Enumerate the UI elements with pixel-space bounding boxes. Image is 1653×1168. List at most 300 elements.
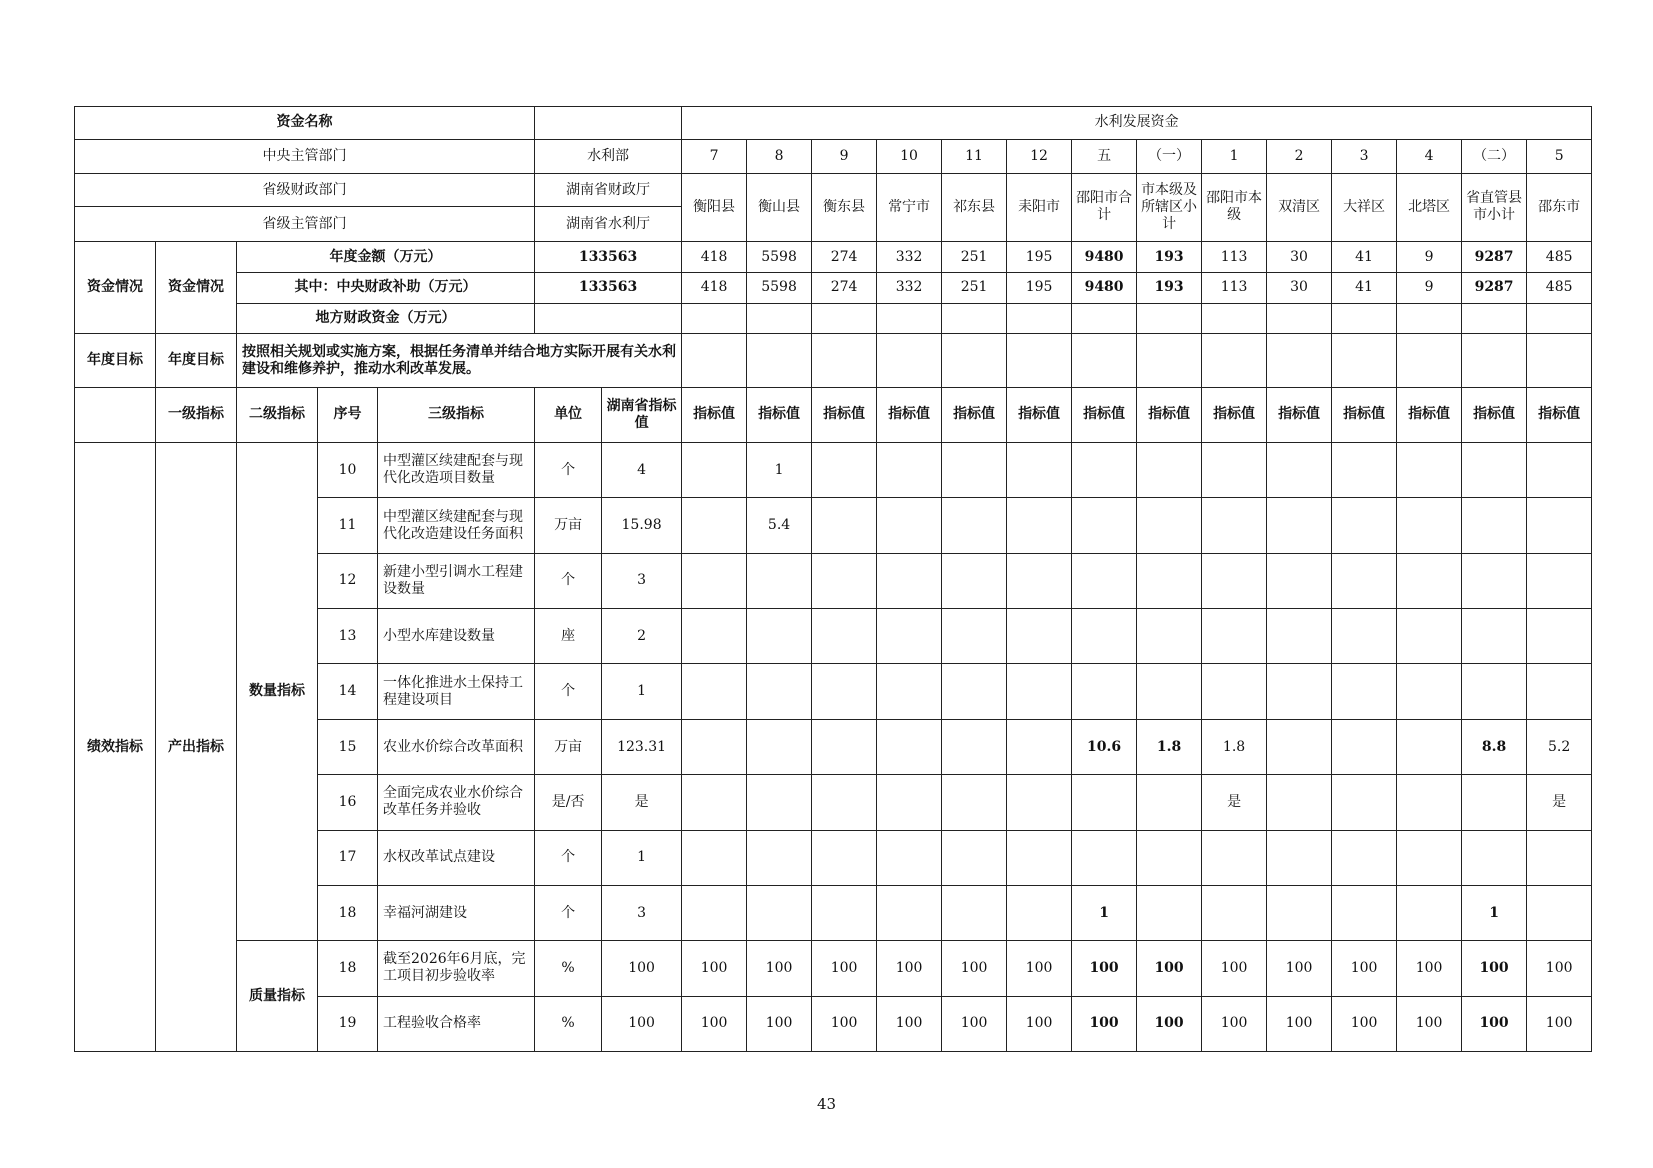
indicator-value: [1202, 664, 1267, 719]
indicator-seq: 11: [318, 498, 378, 553]
indicator-value: [877, 719, 942, 774]
indicator-value: [1202, 609, 1267, 664]
local-funds-value: [1202, 303, 1267, 334]
indicator-unit: 个: [535, 553, 602, 608]
indicator-value: [1202, 498, 1267, 553]
indicator-value: [1527, 830, 1592, 885]
indicator-unit: 个: [535, 885, 602, 940]
indicator-value: [747, 719, 812, 774]
indicator-value: 100: [1397, 941, 1462, 996]
annual-amount-value: 9287: [1462, 242, 1527, 273]
indicator-value: [1397, 830, 1462, 885]
indicator-value: [1267, 830, 1332, 885]
indicator-value: [1137, 775, 1202, 830]
indicator-value: [682, 664, 747, 719]
value-header: 指标值: [682, 387, 747, 442]
indicator-seq: 18: [318, 941, 378, 996]
indicator-value: [1527, 443, 1592, 498]
indicator-value: [1397, 775, 1462, 830]
indicator-value: [1267, 719, 1332, 774]
goal-cell: [1072, 334, 1137, 387]
indicator-value: [877, 885, 942, 940]
annual-amount-value: 418: [682, 242, 747, 273]
indicator-value: 100: [1527, 941, 1592, 996]
column-name: 常宁市: [877, 173, 942, 242]
indicator-value: [1527, 664, 1592, 719]
central-subsidy-value: 485: [1527, 273, 1592, 304]
value-header: 指标值: [1267, 387, 1332, 442]
indicator-value: [1397, 498, 1462, 553]
indicator-name: 农业水价综合改革面积: [378, 719, 535, 774]
value-header: 指标值: [1527, 387, 1592, 442]
indicator-value: 100: [1527, 996, 1592, 1051]
indicator-value: 1: [1462, 885, 1527, 940]
unit-header: 单位: [535, 387, 602, 442]
annual-amount-value: 5598: [747, 242, 812, 273]
indicator-value: [942, 498, 1007, 553]
indicator-unit: %: [535, 996, 602, 1051]
indicator-value: [682, 609, 747, 664]
indicator-value: [682, 830, 747, 885]
indicator-value: 100: [682, 996, 747, 1051]
indicator-value: [682, 498, 747, 553]
central-subsidy-value: 193: [1137, 273, 1202, 304]
column-name: 大祥区: [1332, 173, 1397, 242]
indicator-value: [1462, 775, 1527, 830]
indicator-value: [812, 775, 877, 830]
goal-cell: [877, 334, 942, 387]
indicator-unit: 万亩: [535, 498, 602, 553]
indicator-value: [1397, 664, 1462, 719]
indicator-value: [1332, 443, 1397, 498]
indicator-value: [1527, 553, 1592, 608]
indicator-value: [1007, 885, 1072, 940]
indicator-province-value: 1: [602, 664, 682, 719]
value-header: 指标值: [1397, 387, 1462, 442]
value-header: 指标值: [1007, 387, 1072, 442]
annual-amount-value: 9: [1397, 242, 1462, 273]
performance-group-label: 绩效指标: [75, 443, 156, 1052]
indicator-seq: 10: [318, 443, 378, 498]
central-subsidy-value: 274: [812, 273, 877, 304]
indicator-value: [1137, 885, 1202, 940]
goal-cell: [812, 334, 877, 387]
annual-amount-value: 9480: [1072, 242, 1137, 273]
column-number: （一）: [1137, 139, 1202, 173]
column-number: 12: [1007, 139, 1072, 173]
indicator-value: [942, 775, 1007, 830]
indicator-value: [1007, 664, 1072, 719]
indicator-value: [1072, 830, 1137, 885]
local-funds-value: [1267, 303, 1332, 334]
indicator-value: [1332, 498, 1397, 553]
local-funds-value: [747, 303, 812, 334]
value-header: 指标值: [942, 387, 1007, 442]
indicator-value: 1: [1072, 885, 1137, 940]
indicator-value: [877, 553, 942, 608]
goal-cell: [747, 334, 812, 387]
indicator-name: 幸福河湖建设: [378, 885, 535, 940]
column-name: 省直管县市小计: [1462, 173, 1527, 242]
indicator-table: [74, 106, 1592, 1052]
indicator-value: [812, 885, 877, 940]
column-number: 3: [1332, 139, 1397, 173]
goal-cell: [1332, 334, 1397, 387]
central-dept-label: 中央主管部门: [75, 139, 535, 173]
fund-name-label: 资金名称: [75, 107, 535, 140]
indicator-value: [1202, 553, 1267, 608]
indicator-value: [877, 830, 942, 885]
indicator-seq: 16: [318, 775, 378, 830]
indicator-value: 100: [877, 941, 942, 996]
indicator-value: [747, 664, 812, 719]
indicator-value: [1007, 719, 1072, 774]
column-name: 邵阳市本级: [1202, 173, 1267, 242]
indicator-name: 一体化推进水土保持工程建设项目: [378, 664, 535, 719]
goal-cell: [1267, 334, 1332, 387]
indicator-value: 100: [747, 941, 812, 996]
indicator-value: [942, 443, 1007, 498]
output-indicator-label: 产出指标: [156, 443, 237, 1052]
indicator-value: [1072, 553, 1137, 608]
central-dept-value: 水利部: [535, 139, 682, 173]
central-subsidy-value: 332: [877, 273, 942, 304]
indicator-value: [1072, 609, 1137, 664]
funds-sub-label: 资金情况: [156, 242, 237, 334]
seq-header: 序号: [318, 387, 378, 442]
indicator-value: [1462, 553, 1527, 608]
blank-cell: [535, 107, 682, 140]
column-number: 10: [877, 139, 942, 173]
annual-amount-value: 195: [1007, 242, 1072, 273]
indicator-unit: 座: [535, 609, 602, 664]
local-funds-value: [877, 303, 942, 334]
local-funds-value: [1137, 303, 1202, 334]
indicator-value: [1267, 664, 1332, 719]
goal-cell: [942, 334, 1007, 387]
indicator-value: [1462, 498, 1527, 553]
indicator-value: [877, 498, 942, 553]
column-number: （二）: [1462, 139, 1527, 173]
indicator-value: [747, 775, 812, 830]
local-funds-value: [1462, 303, 1527, 334]
indicator-value: 100: [942, 941, 1007, 996]
indicator-value: [1137, 553, 1202, 608]
indicator-value: [1072, 443, 1137, 498]
performance-target-table: [74, 106, 1591, 1052]
indicator-value: [1007, 775, 1072, 830]
indicator-value: 100: [1007, 941, 1072, 996]
annual-amount-value: 251: [942, 242, 1007, 273]
indicator-value: 是: [1202, 775, 1267, 830]
local-funds-value: [1072, 303, 1137, 334]
central-subsidy-label: 其中：中央财政补助（万元）: [237, 273, 535, 304]
column-name: 邵阳市合计: [1072, 173, 1137, 242]
indicator-value: [877, 609, 942, 664]
annual-amount-label: 年度金额（万元）: [237, 242, 535, 273]
indicator-value: 1: [747, 443, 812, 498]
indicator-value: [877, 664, 942, 719]
indicator-value: [1267, 609, 1332, 664]
indicator-value: 100: [1267, 941, 1332, 996]
column-number: 7: [682, 139, 747, 173]
blank-cell: [75, 387, 156, 442]
indicator-name: 中型灌区续建配套与现代化改造建设任务面积: [378, 498, 535, 553]
prov-finance-label: 省级财政部门: [75, 173, 535, 207]
indicator-province-value: 3: [602, 885, 682, 940]
column-name: 北塔区: [1397, 173, 1462, 242]
indicator-value: [1527, 609, 1592, 664]
goal-cell: [1137, 334, 1202, 387]
indicator-value: 100: [1072, 941, 1137, 996]
annual-amount-value: 41: [1332, 242, 1397, 273]
indicator-seq: 12: [318, 553, 378, 608]
indicator-value: [682, 719, 747, 774]
indicator-value: 100: [1202, 941, 1267, 996]
indicator-value: 100: [812, 996, 877, 1051]
value-header: 指标值: [1137, 387, 1202, 442]
indicator-value: 100: [1397, 996, 1462, 1051]
indicator-seq: 15: [318, 719, 378, 774]
indicator-value: [1267, 775, 1332, 830]
indicator-value: [747, 885, 812, 940]
indicator-value: [812, 553, 877, 608]
column-name: 市本级及所辖区小计: [1137, 173, 1202, 242]
indicator-value: [1332, 664, 1397, 719]
indicator-unit: %: [535, 941, 602, 996]
indicator-value: [1332, 553, 1397, 608]
indicator-value: [1462, 609, 1527, 664]
indicator-value: 1.8: [1202, 719, 1267, 774]
indicator-name: 水权改革试点建设: [378, 830, 535, 885]
indicator-unit: 个: [535, 443, 602, 498]
goal-cell: [1397, 334, 1462, 387]
indicator-value: [812, 443, 877, 498]
indicator-value: 1.8: [1137, 719, 1202, 774]
indicator-value: [747, 609, 812, 664]
indicator-value: [1527, 498, 1592, 553]
annual-amount-value: 332: [877, 242, 942, 273]
central-subsidy-value: 418: [682, 273, 747, 304]
central-subsidy-value: 9287: [1462, 273, 1527, 304]
central-subsidy-value: 9: [1397, 273, 1462, 304]
indicator-value: 100: [1072, 996, 1137, 1051]
local-funds-value: [942, 303, 1007, 334]
column-number: 11: [942, 139, 1007, 173]
local-funds-value: [1332, 303, 1397, 334]
indicator-value: [1007, 609, 1072, 664]
indicator-value: [1202, 885, 1267, 940]
indicator-value: [942, 719, 1007, 774]
central-subsidy-value: 30: [1267, 273, 1332, 304]
indicator-province-value: 3: [602, 553, 682, 608]
quantity-indicator-label: 数量指标: [237, 443, 318, 941]
fund-name-value: 水利发展资金: [682, 107, 1592, 140]
indicator-value: [1267, 498, 1332, 553]
prov-finance-value: 湖南省财政厅: [535, 173, 682, 207]
indicator-value: [877, 443, 942, 498]
indicator-value: [1267, 553, 1332, 608]
indicator-seq: 17: [318, 830, 378, 885]
central-subsidy-value: 41: [1332, 273, 1397, 304]
column-number: 1: [1202, 139, 1267, 173]
indicator-seq: 13: [318, 609, 378, 664]
indicator-seq: 18: [318, 885, 378, 940]
indicator-value: 100: [877, 996, 942, 1051]
indicator-value: [877, 775, 942, 830]
central-subsidy-value: 5598: [747, 273, 812, 304]
goal-group-label: 年度目标: [75, 334, 156, 387]
annual-amount-value: 274: [812, 242, 877, 273]
quality-indicator-label: 质量指标: [237, 941, 318, 1052]
indicator-value: 100: [1007, 996, 1072, 1051]
indicator-value: [942, 664, 1007, 719]
indicator-value: [812, 719, 877, 774]
indicator-value: [812, 609, 877, 664]
central-subsidy-total: 133563: [535, 273, 682, 304]
indicator-value: 100: [682, 941, 747, 996]
page-number: 43: [816, 1095, 837, 1113]
indicator-value: 100: [1137, 941, 1202, 996]
indicator-value: [1397, 885, 1462, 940]
column-name: 双清区: [1267, 173, 1332, 242]
indicator-value: [1397, 553, 1462, 608]
level3-header: 三级指标: [378, 387, 535, 442]
indicator-value: 100: [942, 996, 1007, 1051]
indicator-province-value: 100: [602, 996, 682, 1051]
goal-text: 按照相关规划或实施方案，根据任务清单并结合地方实际开展有关水利建设和维修养护，推动水利改革发展。: [237, 334, 682, 387]
indicator-value: [1397, 609, 1462, 664]
indicator-value: 5.4: [747, 498, 812, 553]
central-subsidy-value: 9480: [1072, 273, 1137, 304]
column-name: 祁东县: [942, 173, 1007, 242]
local-funds-label: 地方财政资金（万元）: [237, 303, 535, 334]
funds-group-label: 资金情况: [75, 242, 156, 334]
indicator-value: [747, 553, 812, 608]
central-subsidy-value: 195: [1007, 273, 1072, 304]
indicator-value: [1007, 553, 1072, 608]
indicator-value: [812, 664, 877, 719]
indicator-value: [1332, 719, 1397, 774]
indicator-value: [1072, 775, 1137, 830]
central-subsidy-value: 113: [1202, 273, 1267, 304]
annual-amount-value: 30: [1267, 242, 1332, 273]
indicator-value: 8.8: [1462, 719, 1527, 774]
indicator-value: [1137, 443, 1202, 498]
indicator-value: [1007, 443, 1072, 498]
indicator-value: [1462, 664, 1527, 719]
column-name: 邵东市: [1527, 173, 1592, 242]
value-header: 指标值: [1072, 387, 1137, 442]
indicator-value: 100: [1202, 996, 1267, 1051]
annual-amount-value: 193: [1137, 242, 1202, 273]
column-number: 8: [747, 139, 812, 173]
indicator-value: [1527, 885, 1592, 940]
indicator-name: 中型灌区续建配套与现代化改造项目数量: [378, 443, 535, 498]
indicator-name: 新建小型引调水工程建设数量: [378, 553, 535, 608]
value-header: 指标值: [812, 387, 877, 442]
value-header: 指标值: [1462, 387, 1527, 442]
indicator-name: 工程验收合格率: [378, 996, 535, 1051]
goal-cell: [1462, 334, 1527, 387]
indicator-name: 小型水库建设数量: [378, 609, 535, 664]
indicator-unit: 万亩: [535, 719, 602, 774]
indicator-province-value: 2: [602, 609, 682, 664]
indicator-value: [1202, 830, 1267, 885]
column-number: 9: [812, 139, 877, 173]
column-number: 5: [1527, 139, 1592, 173]
indicator-value: 100: [747, 996, 812, 1051]
goal-cell: [1202, 334, 1267, 387]
indicator-value: [942, 609, 1007, 664]
local-funds-value: [1397, 303, 1462, 334]
indicator-province-value: 4: [602, 443, 682, 498]
indicator-value: [1007, 830, 1072, 885]
local-funds-value: [1007, 303, 1072, 334]
indicator-province-value: 是: [602, 775, 682, 830]
indicator-value: [682, 885, 747, 940]
indicator-value: [1072, 498, 1137, 553]
prov-dept-value: 湖南省水利厅: [535, 207, 682, 242]
indicator-province-value: 1: [602, 830, 682, 885]
indicator-value: [812, 498, 877, 553]
indicator-value: [942, 553, 1007, 608]
indicator-value: [1397, 443, 1462, 498]
goal-sub-label: 年度目标: [156, 334, 237, 387]
column-name: 衡山县: [747, 173, 812, 242]
column-number: 4: [1397, 139, 1462, 173]
indicator-unit: 是/否: [535, 775, 602, 830]
indicator-value: [1267, 443, 1332, 498]
indicator-value: 5.2: [1527, 719, 1592, 774]
goal-cell: [1527, 334, 1592, 387]
indicator-value: [1332, 775, 1397, 830]
indicator-value: [1332, 609, 1397, 664]
column-number: 2: [1267, 139, 1332, 173]
indicator-name: 截至2026年6月底，完工项目初步验收率: [378, 941, 535, 996]
indicator-value: [942, 830, 1007, 885]
level2-header: 二级指标: [237, 387, 318, 442]
local-funds-value: [812, 303, 877, 334]
column-number: 五: [1072, 139, 1137, 173]
column-name: 衡东县: [812, 173, 877, 242]
indicator-value: [1137, 498, 1202, 553]
indicator-value: [1137, 609, 1202, 664]
local-funds-total: [535, 303, 682, 334]
indicator-value: [1332, 885, 1397, 940]
goal-cell: [682, 334, 747, 387]
indicator-value: 是: [1527, 775, 1592, 830]
indicator-value: [1462, 830, 1527, 885]
indicator-value: [1397, 719, 1462, 774]
indicator-value: [1007, 498, 1072, 553]
value-header: 指标值: [1332, 387, 1397, 442]
indicator-value: [747, 830, 812, 885]
indicator-value: 100: [1332, 996, 1397, 1051]
indicator-value: [1267, 885, 1332, 940]
central-subsidy-value: 251: [942, 273, 1007, 304]
goal-cell: [1007, 334, 1072, 387]
indicator-value: 100: [1462, 996, 1527, 1051]
level1-header: 一级指标: [156, 387, 237, 442]
indicator-value: 10.6: [1072, 719, 1137, 774]
indicator-value: 100: [812, 941, 877, 996]
value-header: 指标值: [1202, 387, 1267, 442]
indicator-value: [1072, 664, 1137, 719]
indicator-province-value: 100: [602, 941, 682, 996]
indicator-seq: 14: [318, 664, 378, 719]
indicator-value: 100: [1267, 996, 1332, 1051]
